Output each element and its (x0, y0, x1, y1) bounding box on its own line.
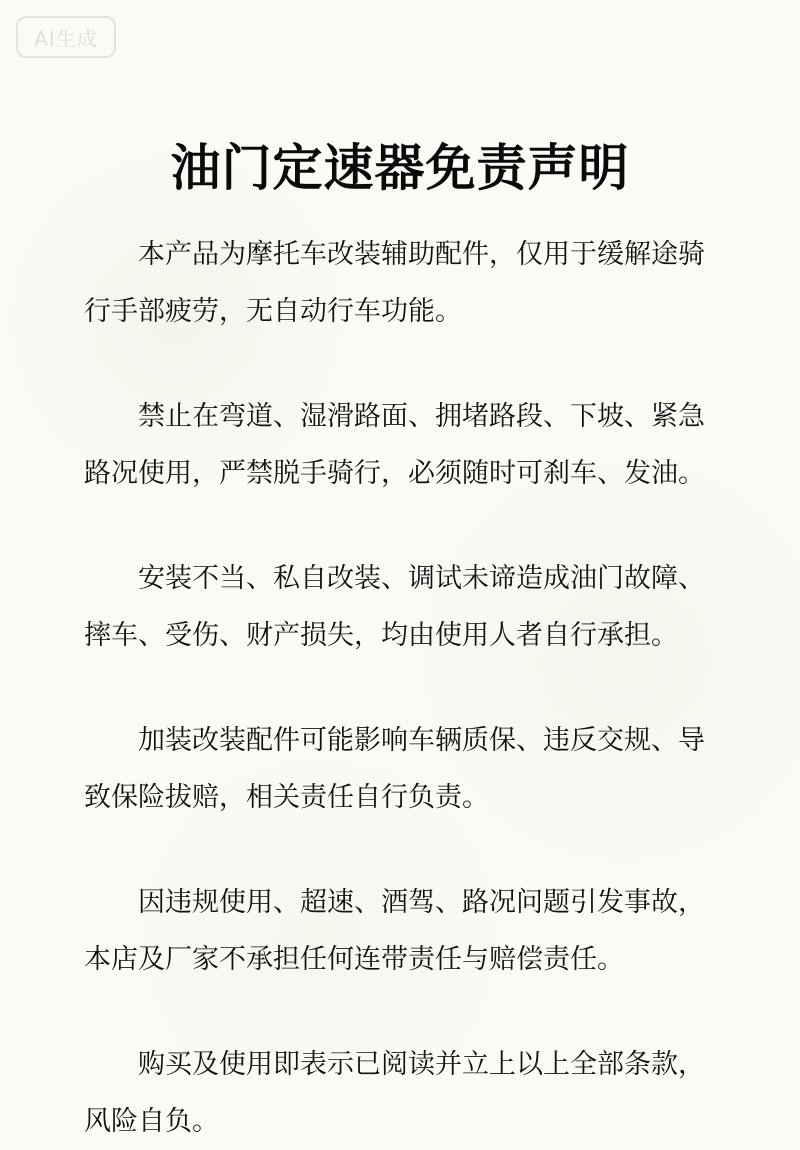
paragraph-acceptance: 购买及使用即表示已阅读并立上以上全部条款，风险自负。 (84, 1049, 705, 1137)
paragraph-accident-liability: 因违规使用、超速、酒驾、路况问题引发事故，本店及厂家不承担任何连带责任与赔偿责任。 (84, 887, 705, 975)
paragraph-usage-prohibitions: 禁止在弯道、湿滑路面、拥堵路段、下坡、紧急路况使用，严禁脱手骑行，必须随时可刹车、发油。 (84, 401, 705, 489)
paragraph-product-purpose: 本产品为摩托车改装辅助配件，仅用于缓解途骑行手部疲劳，无自动行车功能。 (84, 239, 705, 327)
disclaimer-body (84, 226, 724, 1150)
page-title: 油门定速器免责声明 (170, 139, 630, 197)
ai-generated-watermark: AI生成 (16, 16, 116, 58)
paragraph-installation-liability: 安装不当、私自改装、调试未谛造成油门故障、摔车、受伤、财产损失，均由使用人者自行承担。 (84, 563, 705, 651)
paragraph-warranty-insurance: 加装改装配件可能影响车辆质保、违反交规、导致保险拔赔，相关责任自行负责。 (84, 725, 705, 813)
